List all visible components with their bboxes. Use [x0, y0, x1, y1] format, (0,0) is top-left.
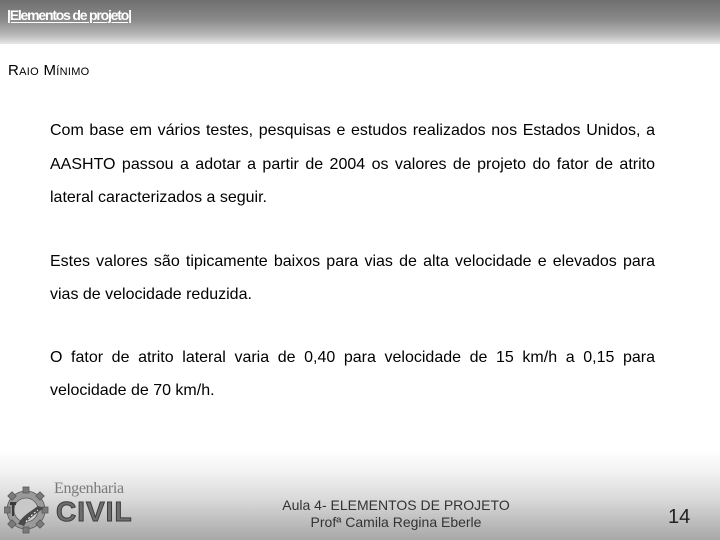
- slide-body: [50, 114, 655, 408]
- lecture-title: Aula 4- ELEMENTOS DE PROJETO: [282, 497, 510, 513]
- logo-word-civil: CIVIL: [56, 496, 133, 527]
- header-bar: [0, 0, 720, 44]
- engenharia-civil-logo: [4, 480, 132, 540]
- logo-word-engenharia: Engenharia: [54, 480, 124, 497]
- paragraph-2: Estes valores são tipicamente baixos para vias de alta velocidade e elevados para vias de velocidade reduzida.: [50, 252, 655, 303]
- section-title: Raio Mínimo: [8, 62, 90, 79]
- gear-road-emblem-icon: [4, 484, 58, 536]
- paragraph-3: O fator de atrito lateral varia de 0,40 para velocidade de 15 km/h a 0,15 para velocidade de 70 km/h.: [50, 348, 655, 399]
- professor-name: Profª Camila Regina Eberle: [310, 514, 482, 530]
- header-title: |Elementos de projeto|: [7, 7, 131, 23]
- page-number: 14: [668, 506, 691, 528]
- footer-info: [236, 497, 556, 531]
- paragraph-1: Com base em vários testes, pesquisas e estudos realizados nos Estados Unidos, a AASHTO passou a adotar a partir de 2004 os valores de projeto do fator de atrito lateral caracterizados a seguir.: [50, 122, 655, 206]
